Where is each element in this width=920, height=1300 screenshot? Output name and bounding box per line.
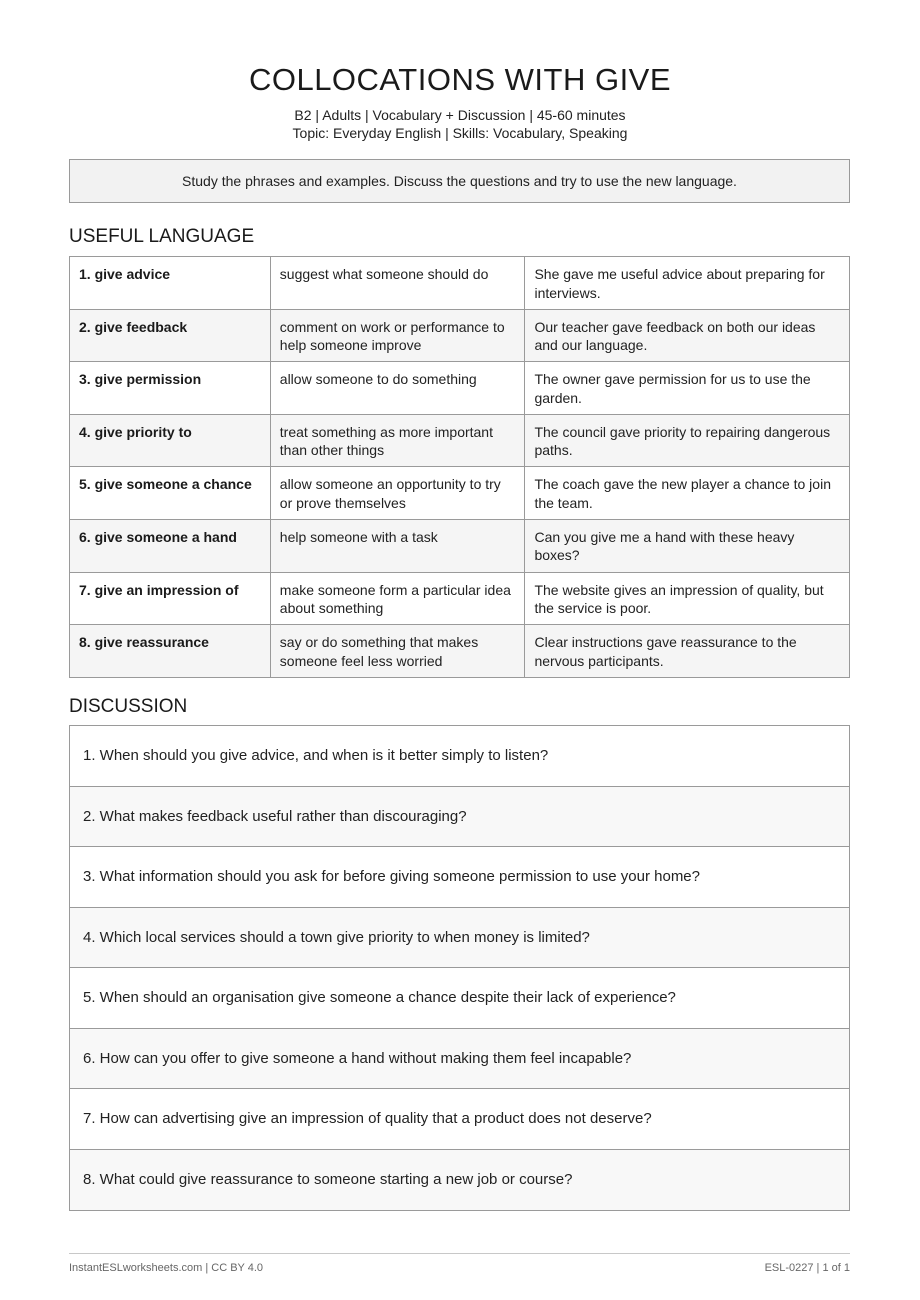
- table-row: [70, 519, 850, 572]
- discussion-question: 2. What makes feedback useful rather than discouraging?: [70, 787, 849, 848]
- discussion-question: 4. Which local services should a town give priority to when money is limited?: [70, 908, 849, 969]
- table-row: [70, 572, 850, 625]
- meaning-cell: allow someone to do something: [270, 362, 525, 415]
- table-row: [70, 309, 850, 362]
- example-cell: Clear instructions gave reassurance to the nervous participants.: [525, 625, 850, 678]
- example-cell: Can you give me a hand with these heavy boxes?: [525, 519, 850, 572]
- phrase-cell: 6. give someone a hand: [70, 519, 271, 572]
- discussion-question: 1. When should you give advice, and when is it better simply to listen?: [70, 726, 849, 787]
- table-row: [70, 257, 850, 310]
- phrase-cell: 7. give an impression of: [70, 572, 271, 625]
- discussion-heading: DISCUSSION: [69, 696, 188, 717]
- example-cell: She gave me useful advice about preparing for interviews.: [525, 257, 850, 310]
- phrase-cell: 2. give feedback: [70, 309, 271, 362]
- discussion-question: 7. How can advertising give an impression of quality that a product does not deserve?: [70, 1089, 849, 1150]
- discussion-question: 8. What could give reassurance to someone starting a new job or course?: [70, 1150, 849, 1211]
- table-row: [70, 414, 850, 467]
- phrase-cell: 8. give reassurance: [70, 625, 271, 678]
- example-cell: Our teacher gave feedback on both our ideas and our language.: [525, 309, 850, 362]
- discussion-question: 6. How can you offer to give someone a hand without making them feel incapable?: [70, 1029, 849, 1090]
- meaning-cell: allow someone an opportunity to try or prove themselves: [270, 467, 525, 520]
- example-cell: The website gives an impression of quality, but the service is poor.: [525, 572, 850, 625]
- useful-language-table: [69, 256, 850, 678]
- meaning-cell: say or do something that makes someone feel less worried: [270, 625, 525, 678]
- footer-divider: [69, 1253, 850, 1254]
- footer-source: InstantESLworksheets.com | CC BY 4.0: [69, 1262, 264, 1274]
- table-row: [70, 625, 850, 678]
- phrase-cell: 1. give advice: [70, 257, 271, 310]
- phrase-cell: 5. give someone a chance: [70, 467, 271, 520]
- instructions-box: Study the phrases and examples. Discuss the questions and try to use the new language.: [69, 159, 850, 203]
- table-row: [70, 467, 850, 520]
- worksheet-meta-topic: Topic: Everyday English | Skills: Vocabulary, Speaking: [292, 125, 628, 141]
- example-cell: The owner gave permission for us to use the garden.: [525, 362, 850, 415]
- meaning-cell: suggest what someone should do: [270, 257, 525, 310]
- phrase-cell: 3. give permission: [70, 362, 271, 415]
- footer-page-info: ESL-0227 | 1 of 1: [764, 1262, 850, 1274]
- table-row: [70, 362, 850, 415]
- meaning-cell: comment on work or performance to help someone improve: [270, 309, 525, 362]
- page-title: COLLOCATIONS WITH GIVE: [248, 62, 672, 97]
- meaning-cell: treat something as more important than other things: [270, 414, 525, 467]
- phrase-cell: 4. give priority to: [70, 414, 271, 467]
- discussion-list: [69, 725, 850, 1211]
- worksheet-meta-level: B2 | Adults | Vocabulary + Discussion | 45-60 minutes: [294, 107, 626, 123]
- meaning-cell: make someone form a particular idea about something: [270, 572, 525, 625]
- example-cell: The council gave priority to repairing dangerous paths.: [525, 414, 850, 467]
- discussion-question: 5. When should an organisation give someone a chance despite their lack of experience?: [70, 968, 849, 1029]
- meaning-cell: help someone with a task: [270, 519, 525, 572]
- example-cell: The coach gave the new player a chance to join the team.: [525, 467, 850, 520]
- useful-language-heading: USEFUL LANGUAGE: [69, 226, 255, 247]
- discussion-question: 3. What information should you ask for before giving someone permission to use your home?: [70, 847, 849, 908]
